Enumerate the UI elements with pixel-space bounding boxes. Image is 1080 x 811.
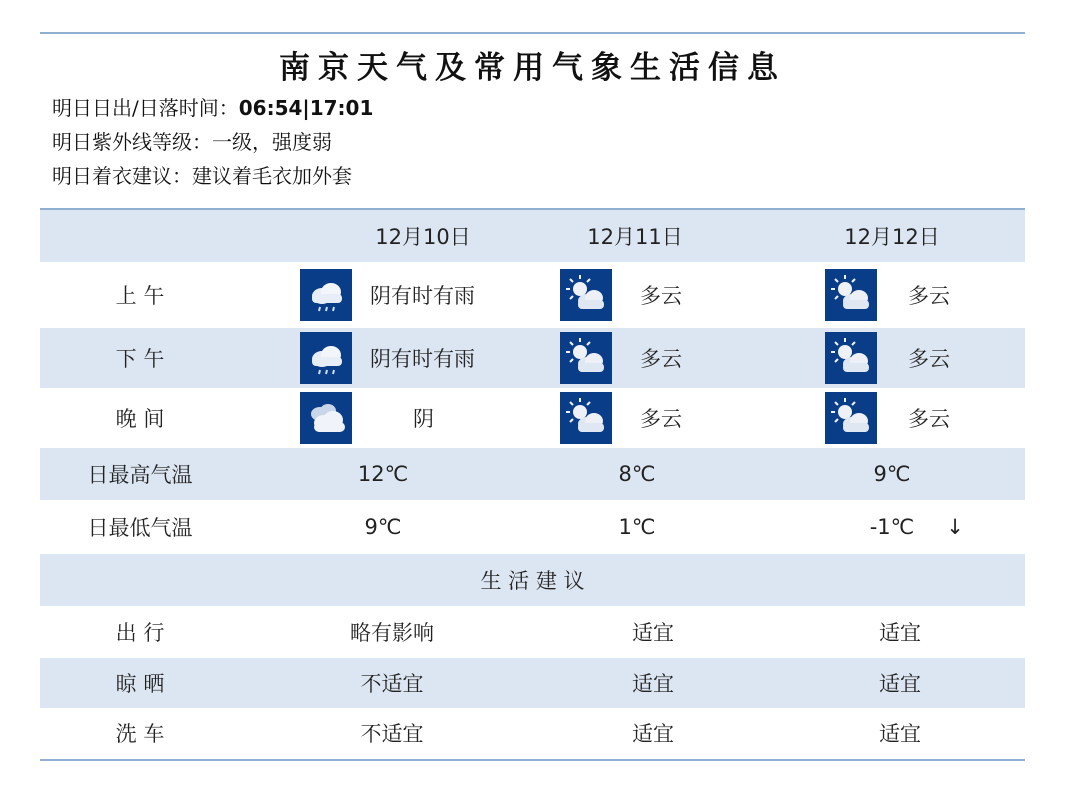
advice-row-carwash	[40, 708, 1025, 758]
row-label: 上 午	[115, 284, 165, 308]
weather-cell	[560, 388, 612, 448]
advice-value: 适宜	[879, 672, 921, 696]
bottom-rule	[40, 759, 1025, 761]
temp-value: 9℃	[364, 515, 402, 539]
sun-cloud-icon	[560, 332, 612, 384]
weather-text: 阴有时有雨	[370, 347, 475, 371]
weather-text: 多云	[640, 284, 682, 308]
weather-text: 多云	[908, 347, 950, 371]
weather-text: 阴	[413, 407, 434, 431]
weather-cell	[300, 328, 352, 388]
weather-cell	[560, 262, 612, 328]
clothing-value: 建议着毛衣加外套	[192, 164, 352, 188]
advice-value: 适宜	[632, 621, 674, 645]
sun-cloud-icon	[825, 392, 877, 444]
row-label: 下 午	[115, 347, 165, 371]
sun-cloud-icon	[560, 269, 612, 321]
weather-text: 阴有时有雨	[370, 284, 475, 308]
weather-cell	[825, 388, 877, 448]
advice-header: 生 活 建 议	[480, 569, 585, 593]
date-col-2: 12月11日	[587, 225, 683, 249]
weather-cell	[300, 262, 352, 328]
advice-value: 适宜	[879, 722, 921, 746]
row-label: 洗 车	[115, 722, 165, 746]
sunrise-sunset-label: 明日日出/日落时间：	[52, 96, 239, 120]
weather-text: 多云	[908, 284, 950, 308]
row-label: 日最高气温	[87, 463, 193, 487]
weather-row-afternoon	[40, 328, 1025, 388]
advice-value: 不适宜	[360, 672, 424, 696]
page-title: 南京天气及常用气象生活信息	[279, 50, 786, 86]
advice-header-row	[40, 554, 1025, 606]
sun-cloud-icon	[560, 392, 612, 444]
weather-cell	[560, 328, 612, 388]
uv-label: 明日紫外线等级：	[52, 130, 212, 154]
advice-row-travel	[40, 606, 1025, 658]
temp-value: 8℃	[618, 462, 656, 486]
uv-value: 一级，强度弱	[212, 130, 332, 154]
temp-value: 1℃	[618, 515, 656, 539]
weather-cell	[825, 262, 877, 328]
advice-row-drying	[40, 658, 1025, 708]
overcast-cloud-icon	[300, 392, 352, 444]
sun-cloud-icon	[825, 269, 877, 321]
advice-value: 略有影响	[350, 621, 434, 645]
temp-high-row	[40, 448, 1025, 500]
advice-value: 适宜	[879, 621, 921, 645]
row-label: 晚 间	[115, 407, 165, 431]
advice-value: 适宜	[632, 672, 674, 696]
advice-value: 不适宜	[360, 722, 424, 746]
sunrise-sunset-info	[52, 92, 373, 121]
down-arrow-icon: ↓	[946, 515, 964, 539]
clothing-info	[52, 160, 352, 189]
temp-value: 9℃	[873, 462, 911, 486]
row-label: 晾 晒	[115, 672, 165, 696]
weather-text: 多云	[640, 407, 682, 431]
temp-value: 12℃	[357, 462, 409, 486]
weather-row-morning	[40, 262, 1025, 328]
temp-value: -1℃	[869, 515, 915, 539]
weather-cell	[825, 328, 877, 388]
rain-cloud-icon	[300, 269, 352, 321]
temp-low-row	[40, 500, 1025, 554]
date-header-row	[40, 210, 1025, 262]
clothing-label: 明日着衣建议：	[52, 164, 192, 188]
weather-cell	[300, 388, 352, 448]
uv-info	[52, 126, 332, 155]
weather-row-evening	[40, 388, 1025, 448]
advice-value: 适宜	[632, 722, 674, 746]
sun-cloud-icon	[825, 332, 877, 384]
top-rule	[40, 32, 1025, 34]
row-label: 日最低气温	[87, 516, 193, 540]
date-col-3: 12月12日	[844, 225, 940, 249]
weather-text: 多云	[640, 347, 682, 371]
sunrise-sunset-value: 06:54|17:01	[238, 96, 374, 120]
weather-text: 多云	[908, 407, 950, 431]
date-col-1: 12月10日	[375, 225, 471, 249]
rain-cloud-icon	[300, 332, 352, 384]
row-label: 出 行	[115, 621, 165, 645]
